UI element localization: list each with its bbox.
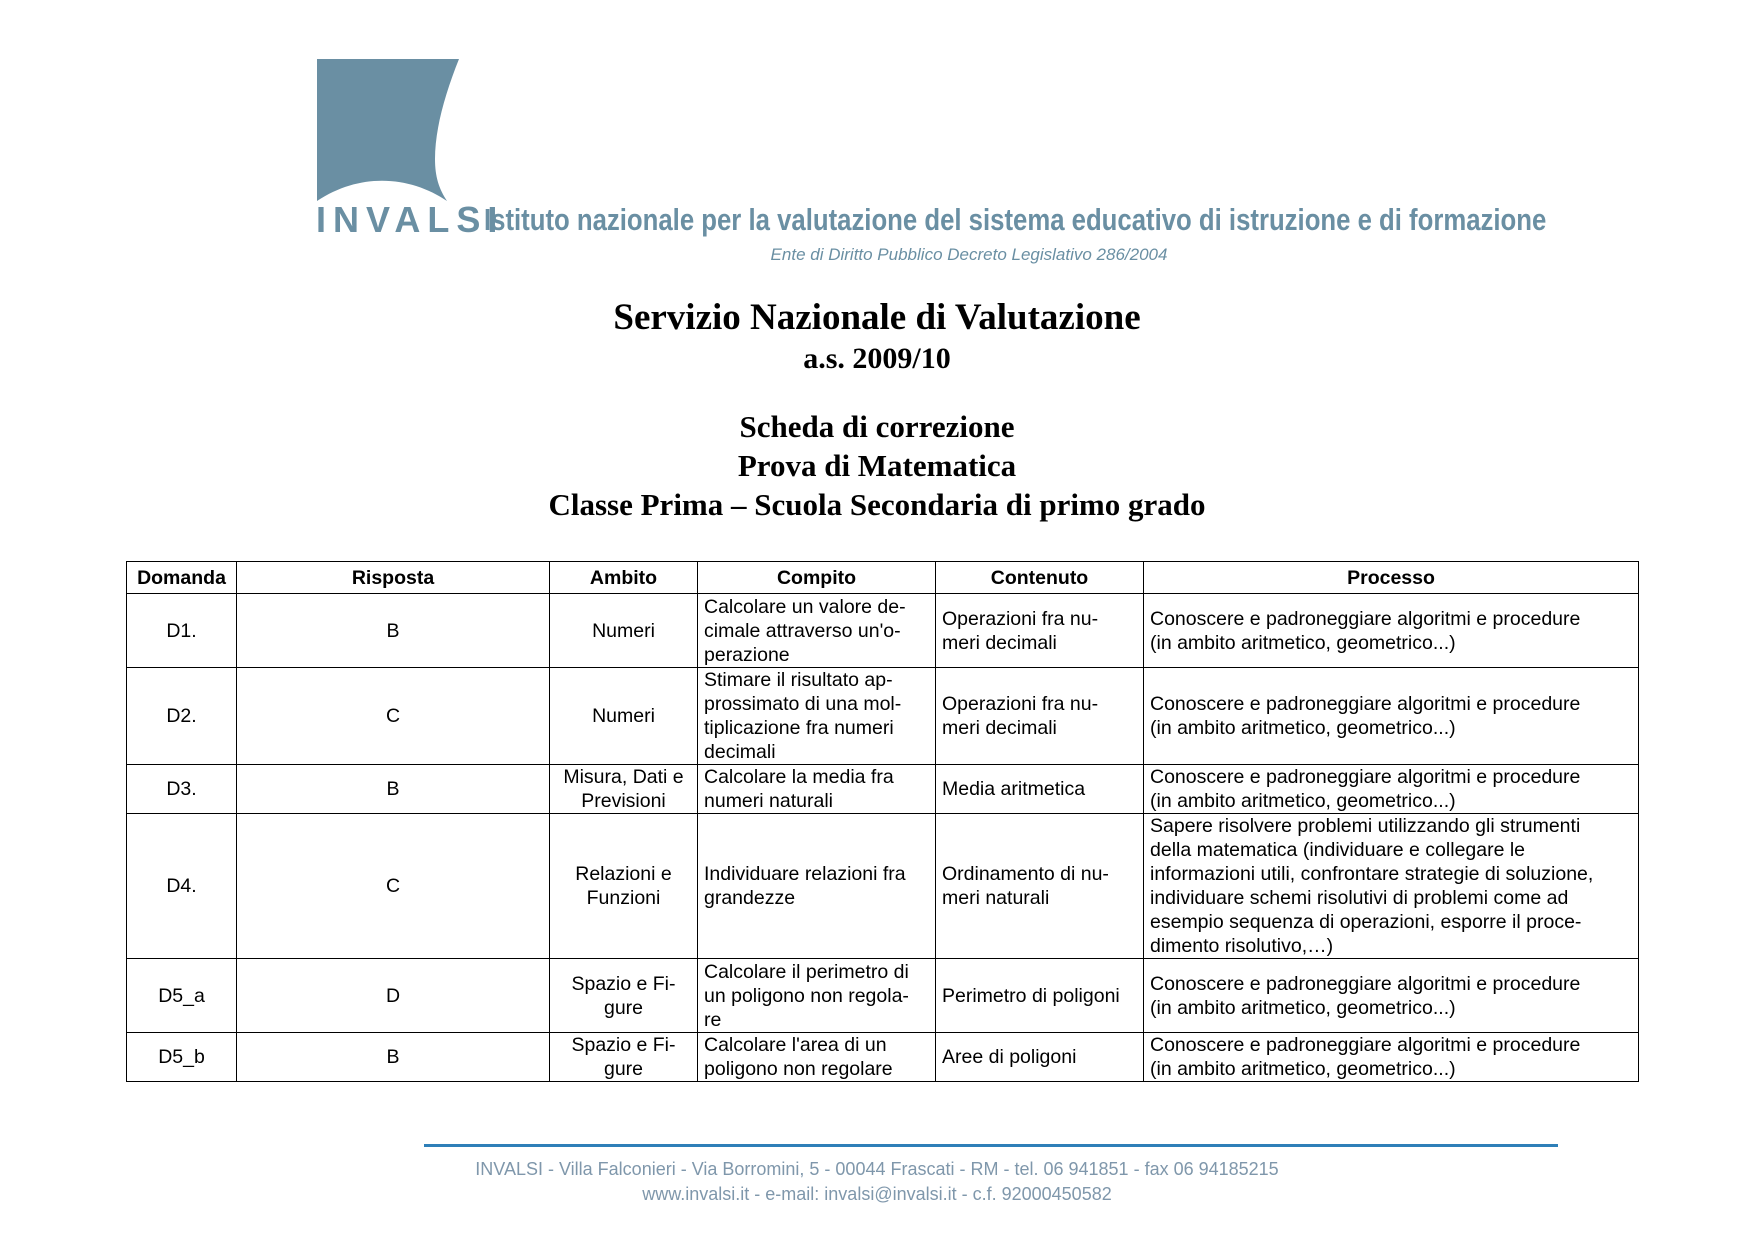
footer-rule [424, 1144, 1558, 1147]
service-title: Servizio Nazionale di Valutazione [613, 297, 1141, 338]
cell-risposta: B [237, 594, 550, 668]
header-contenuto: Contenuto [936, 562, 1144, 594]
cell-compito: Calcolare un valore de- cimale attraverso un'o- perazione [698, 594, 936, 668]
cell-risposta: D [237, 959, 550, 1033]
table-header-row [127, 562, 1639, 594]
cell-compito: Individuare relazioni fra grandezze [698, 814, 936, 959]
invalsi-logo-mark [317, 59, 459, 201]
correction-table [126, 561, 1639, 1082]
table-row [127, 668, 1639, 765]
table-body [127, 594, 1639, 1082]
cell-ambito: Numeri [550, 594, 698, 668]
table-row [127, 1033, 1639, 1082]
cell-risposta: C [237, 668, 550, 765]
cell-compito: Calcolare la media fra numeri naturali [698, 765, 936, 814]
table-row [127, 959, 1639, 1033]
cell-domanda: D5_a [127, 959, 237, 1033]
header-processo: Processo [1144, 562, 1639, 594]
footer-contacts: www.invalsi.it - e-mail: invalsi@invalsi.it - c.f. 92000450582 [642, 1184, 1112, 1204]
cell-ambito: Relazioni e Funzioni [550, 814, 698, 959]
cell-contenuto: Perimetro di poligoni [936, 959, 1144, 1033]
cell-processo: Conoscere e padroneggiare algoritmi e procedure (in ambito aritmetico, geometrico...) [1144, 959, 1639, 1033]
document-type: Scheda di correzione [739, 409, 1015, 444]
cell-processo: Conoscere e padroneggiare algoritmi e procedure (in ambito aritmetico, geometrico...) [1144, 594, 1639, 668]
table-row [127, 765, 1639, 814]
cell-processo: Conoscere e padroneggiare algoritmi e procedure (in ambito aritmetico, geometrico...) [1144, 765, 1639, 814]
cell-compito: Stimare il risultato ap- prossimato di una mol- tiplicazione fra numeri decimali [698, 668, 936, 765]
cell-contenuto: Ordinamento di nu- meri naturali [936, 814, 1144, 959]
cell-processo: Conoscere e padroneggiare algoritmi e procedure (in ambito aritmetico, geometrico...) [1144, 668, 1639, 765]
cell-contenuto: Aree di poligoni [936, 1033, 1144, 1082]
cell-domanda: D5_b [127, 1033, 237, 1082]
table-row [127, 814, 1639, 959]
cell-contenuto: Media aritmetica [936, 765, 1144, 814]
logo-wordmark: INVALSI [316, 199, 505, 240]
cell-contenuto: Operazioni fra nu- meri decimali [936, 668, 1144, 765]
header-domanda: Domanda [127, 562, 237, 594]
header-compito: Compito [698, 562, 936, 594]
cell-ambito: Numeri [550, 668, 698, 765]
cell-processo: Sapere risolvere problemi utilizzando gli strumenti della matematica (individuare e collegare le informazioni utili, confrontare strategie di soluzione, individuare schemi risolutivi di problemi come ad esempio sequenza di operazioni, esporre il proce- dimento risolutivo,…) [1144, 814, 1639, 959]
subject-title: Prova di Matematica [737, 448, 1017, 483]
cell-ambito: Spazio e Fi- gure [550, 1033, 698, 1082]
footer-address: INVALSI - Villa Falconieri - Via Borromini, 5 - 00044 Frascati - RM - tel. 06 941851 - fax 06 94185215 [475, 1159, 1279, 1179]
cell-domanda: D1. [127, 594, 237, 668]
cell-domanda: D2. [127, 668, 237, 765]
header-ambito: Ambito [550, 562, 698, 594]
cell-domanda: D4. [127, 814, 237, 959]
cell-ambito: Misura, Dati e Previsioni [550, 765, 698, 814]
class-title: Classe Prima – Scuola Secondaria di primo grado [548, 487, 1206, 522]
table-row [127, 594, 1639, 668]
cell-processo: Conoscere e padroneggiare algoritmi e procedure (in ambito aritmetico, geometrico...) [1144, 1033, 1639, 1082]
school-year: a.s. 2009/10 [803, 342, 951, 375]
cell-risposta: B [237, 765, 550, 814]
header-risposta: Risposta [237, 562, 550, 594]
cell-compito: Calcolare l'area di un poligono non regolare [698, 1033, 936, 1082]
cell-contenuto: Operazioni fra nu- meri decimali [936, 594, 1144, 668]
cell-risposta: B [237, 1033, 550, 1082]
cell-compito: Calcolare il perimetro di un poligono non regola- re [698, 959, 936, 1033]
cell-domanda: D3. [127, 765, 237, 814]
institute-name: Istituto nazionale per la valutazione del sistema educativo di istruzione e di formazione [484, 202, 1547, 237]
cell-risposta: C [237, 814, 550, 959]
legal-line: Ente di Diritto Pubblico Decreto Legislativo 286/2004 [770, 245, 1168, 264]
cell-ambito: Spazio e Fi- gure [550, 959, 698, 1033]
